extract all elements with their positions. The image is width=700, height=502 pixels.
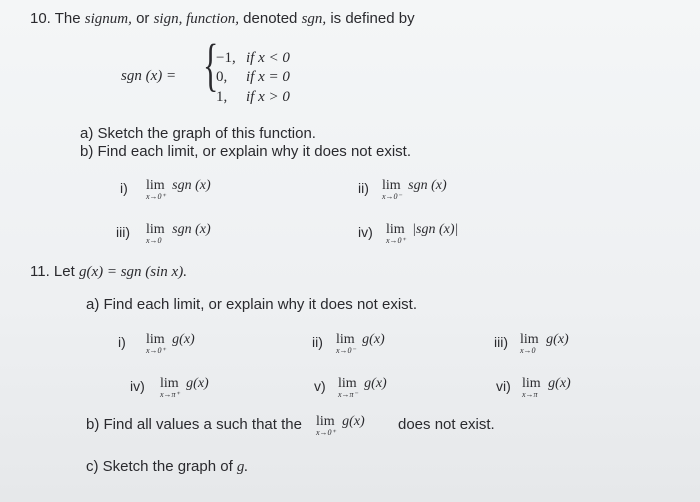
limit-expression: lim x→0⁻ g(x) [336,332,385,355]
limit-label: iv) [130,378,145,394]
problem-10-statement [30,10,415,28]
problem-number: 11. [30,263,50,280]
limit-label: ii) [358,180,369,196]
limit-label: vi) [496,378,511,394]
intro-text: The [54,10,81,27]
case-3-value: 1, [216,89,228,105]
limit-expression: lim x→0⁺ sgn (x) [146,178,211,201]
case-2-value: 0, [216,69,228,85]
problem-number: 10. [30,10,51,27]
g-definition: g(x) = sgn (sin x). [78,264,187,280]
limit-expression: lim x→π⁺ g(x) [160,376,209,399]
case-2-condition: if x = 0 [246,69,290,85]
problem-11-part-b [86,416,302,433]
problem-11-statement [30,263,187,281]
term-sign-function: sign, function, [153,11,239,27]
intro-text: Let [53,263,75,280]
limit-label: iii) [116,224,130,240]
term-signum: signum, [84,11,132,27]
case-3-condition: if x > 0 [246,89,290,105]
term-sgn: sgn, [301,11,327,27]
case-1-value: −1, [216,50,236,66]
limit-label: v) [314,378,326,394]
limit-expression: lim x→π g(x) [522,376,571,399]
limit-label: iv) [358,224,373,240]
problem-11-part-c [86,458,248,476]
problem-11-part-a: a) Find each limit, or explain why it does not exist. [86,296,417,313]
limit-expression: lim x→π⁻ g(x) [338,376,387,399]
part-b-limit-expression: lim x→0⁺ g(x) [316,414,365,437]
part-b-text: b) Find all values a such that the [86,416,302,433]
limit-expression: lim x→0 g(x) [520,332,569,355]
g-variable: g. [236,459,249,475]
part-c-text: c) Sketch the graph of [86,458,233,475]
limit-label: i) [120,180,128,196]
intro-text: is defined by [330,10,415,27]
intro-text: denoted [243,10,298,27]
left-brace: { [203,32,219,97]
problem-10-part-b: b) Find each limit, or explain why it does not exist. [80,143,411,160]
definition-lhs: sgn (x) = [121,68,177,84]
limit-label: i) [118,334,126,350]
problem-10-part-a: a) Sketch the graph of this function. [80,125,316,142]
limit-expression: lim x→0⁻ sgn (x) [382,178,447,201]
limit-label: iii) [494,334,508,350]
case-1-condition: if x < 0 [246,50,290,66]
part-b-text-end: does not exist. [398,416,495,433]
limit-expression: lim x→0 sgn (x) [146,222,211,245]
limit-label: ii) [312,334,323,350]
limit-expression: lim x→0⁺ g(x) [146,332,195,355]
limit-expression: lim x→0⁺ |sgn (x)| [386,222,459,245]
intro-text: or [136,10,150,27]
